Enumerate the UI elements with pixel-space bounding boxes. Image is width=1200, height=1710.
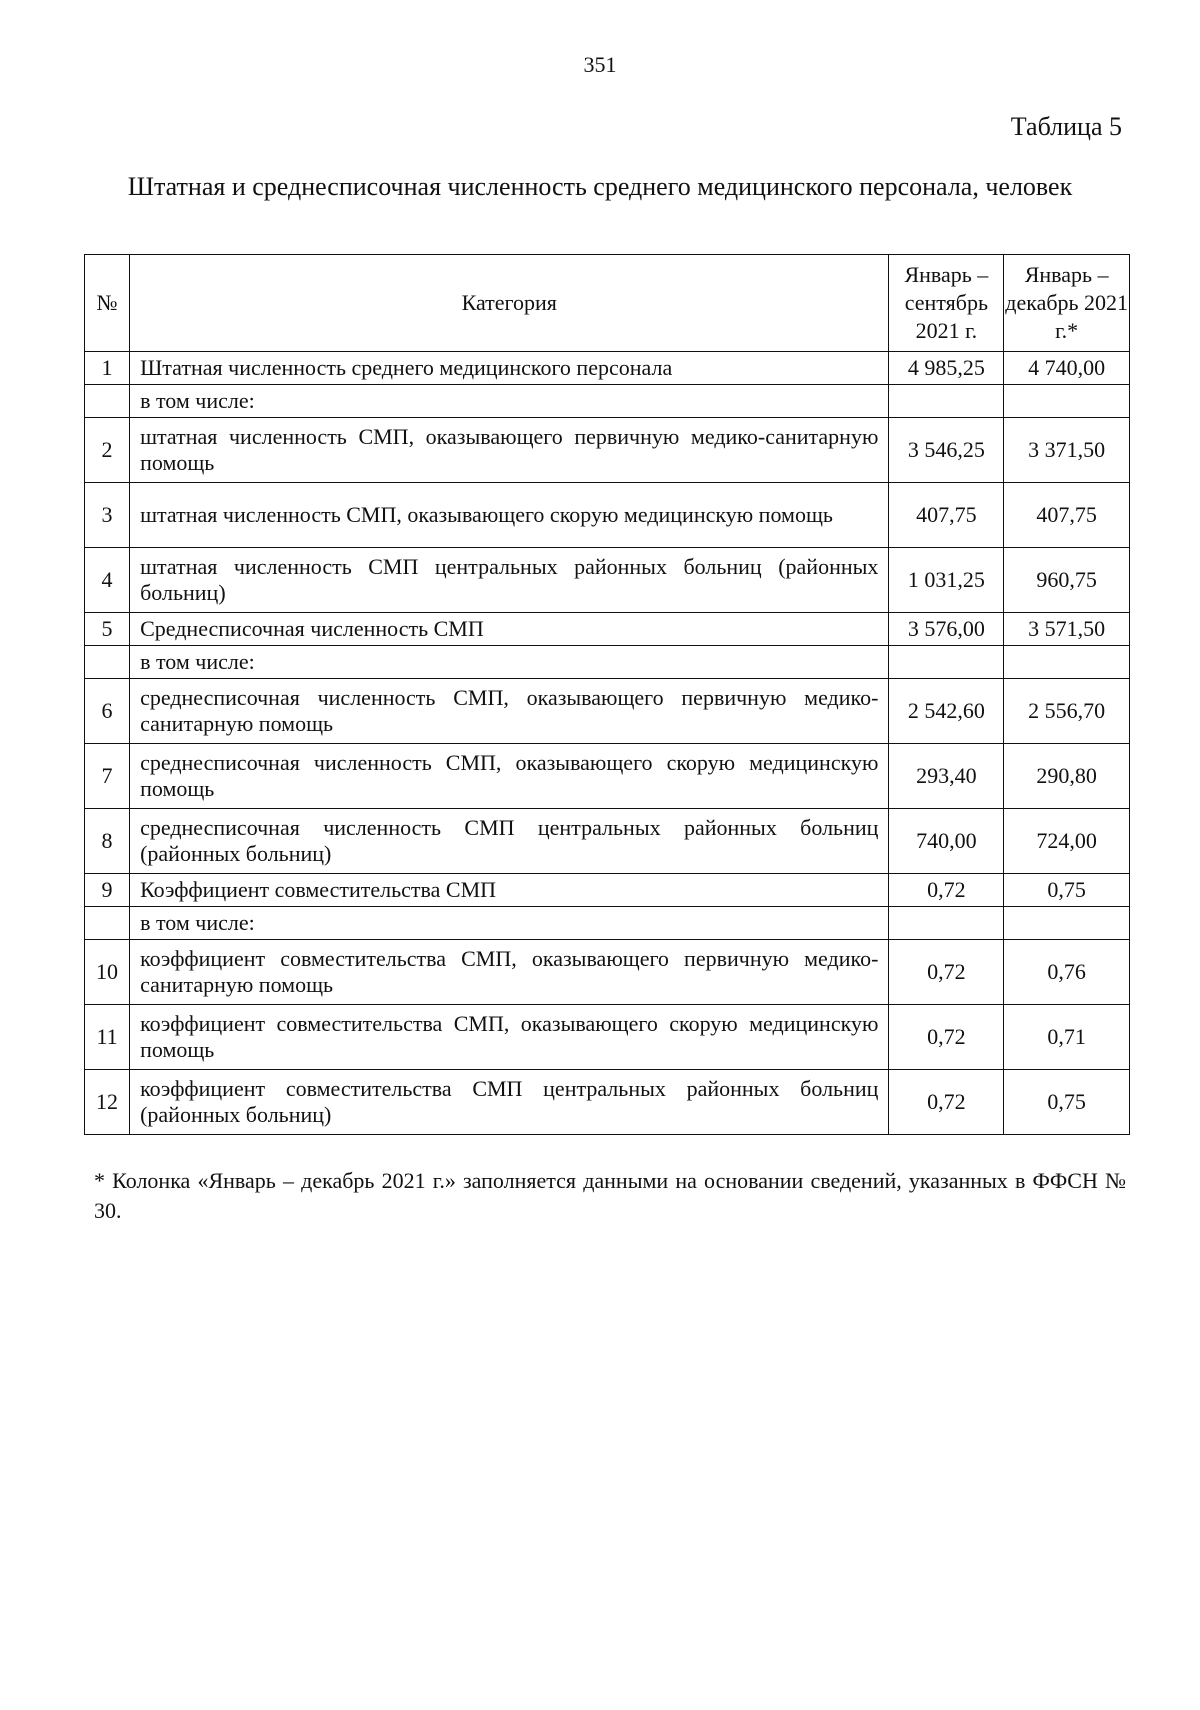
row-category: штатная численность СМП центральных районных больниц (районных больниц) (130, 548, 889, 613)
row-value-jan-sep: 3 546,25 (889, 418, 1004, 483)
row-number: 6 (85, 679, 130, 744)
table-title: Штатная и среднесписочная численность среднего медицинского персонала, человек (127, 172, 1073, 201)
row-value-jan-sep (889, 646, 1004, 679)
row-value-jan-dec: 0,75 (1004, 1070, 1130, 1135)
row-value-jan-sep: 407,75 (889, 483, 1004, 548)
row-number (85, 907, 130, 940)
row-category: коэффициент совместительства СМП центральных районных больниц (районных больниц) (130, 1070, 889, 1135)
header-jan-dec: Январь – декабрь 2021 г.* (1004, 255, 1130, 352)
row-category: Коэффициент совместительства СМП (130, 874, 889, 907)
table-row (85, 744, 1130, 809)
row-value-jan-dec: 0,76 (1004, 940, 1130, 1005)
row-number: 5 (85, 613, 130, 646)
table-row (85, 907, 1130, 940)
row-value-jan-dec: 4 740,00 (1004, 352, 1130, 385)
header-number: № (85, 255, 130, 352)
table-row (85, 679, 1130, 744)
row-value-jan-dec: 724,00 (1004, 809, 1130, 874)
row-value-jan-dec: 290,80 (1004, 744, 1130, 809)
row-category: среднесписочная численность СМП центральных районных больниц (районных больниц) (130, 809, 889, 874)
row-category: в том числе: (130, 385, 889, 418)
row-number: 10 (85, 940, 130, 1005)
row-value-jan-sep: 4 985,25 (889, 352, 1004, 385)
row-value-jan-sep: 740,00 (889, 809, 1004, 874)
row-value-jan-sep: 0,72 (889, 1005, 1004, 1070)
table-row (85, 483, 1130, 548)
row-value-jan-dec (1004, 646, 1130, 679)
row-number: 1 (85, 352, 130, 385)
table-row (85, 1070, 1130, 1135)
row-value-jan-dec: 3 571,50 (1004, 613, 1130, 646)
row-value-jan-sep: 3 576,00 (889, 613, 1004, 646)
table-header-row (85, 255, 1130, 352)
row-category: коэффициент совместительства СМП, оказывающего скорую медицинскую помощь (130, 1005, 889, 1070)
table-row (85, 418, 1130, 483)
header-jan-sep: Январь – сентябрь 2021 г. (889, 255, 1004, 352)
table-row (85, 613, 1130, 646)
table-row (85, 940, 1130, 1005)
row-value-jan-dec: 2 556,70 (1004, 679, 1130, 744)
row-category: Штатная численность среднего медицинского персонала (130, 352, 889, 385)
row-number: 8 (85, 809, 130, 874)
row-category: среднесписочная численность СМП, оказывающего первичную медико-санитарную помощь (130, 679, 889, 744)
table-row (85, 809, 1130, 874)
row-value-jan-dec: 407,75 (1004, 483, 1130, 548)
row-number: 11 (85, 1005, 130, 1070)
table-row (85, 352, 1130, 385)
row-category: среднесписочная численность СМП, оказывающего скорую медицинскую помощь (130, 744, 889, 809)
table-row (85, 385, 1130, 418)
row-value-jan-dec: 0,71 (1004, 1005, 1130, 1070)
row-number (85, 385, 130, 418)
row-category: в том числе: (130, 646, 889, 679)
row-value-jan-dec: 0,75 (1004, 874, 1130, 907)
table-label: Таблица 5 (1010, 112, 1122, 141)
row-value-jan-dec: 3 371,50 (1004, 418, 1130, 483)
staffing-table (84, 254, 1130, 1135)
page-number: 351 (583, 52, 617, 77)
row-value-jan-dec (1004, 907, 1130, 940)
row-value-jan-dec: 960,75 (1004, 548, 1130, 613)
row-number: 4 (85, 548, 130, 613)
row-number (85, 646, 130, 679)
row-value-jan-sep: 0,72 (889, 1070, 1004, 1135)
row-value-jan-sep (889, 907, 1004, 940)
row-value-jan-sep: 0,72 (889, 874, 1004, 907)
row-value-jan-sep: 0,72 (889, 940, 1004, 1005)
row-value-jan-sep (889, 385, 1004, 418)
row-category: коэффициент совместительства СМП, оказывающего первичную медико-санитарную помощь (130, 940, 889, 1005)
row-number: 3 (85, 483, 130, 548)
row-value-jan-sep: 1 031,25 (889, 548, 1004, 613)
table-row (85, 1005, 1130, 1070)
row-number: 7 (85, 744, 130, 809)
row-number: 9 (85, 874, 130, 907)
row-number: 12 (85, 1070, 130, 1135)
table-row (85, 646, 1130, 679)
row-value-jan-sep: 2 542,60 (889, 679, 1004, 744)
row-category: штатная численность СМП, оказывающего первичную медико-санитарную помощь (130, 418, 889, 483)
table-row (85, 874, 1130, 907)
header-category: Категория (130, 255, 889, 352)
row-number: 2 (85, 418, 130, 483)
footnote: * Колонка «Январь – декабрь 2021 г.» заполняется данными на основании сведений, указанных в ФФСН № 30. (94, 1168, 1126, 1223)
row-category: штатная численность СМП, оказывающего скорую медицинскую помощь (130, 483, 889, 548)
row-category: в том числе: (130, 907, 889, 940)
row-category: Среднесписочная численность СМП (130, 613, 889, 646)
row-value-jan-sep: 293,40 (889, 744, 1004, 809)
row-value-jan-dec (1004, 385, 1130, 418)
table-row (85, 548, 1130, 613)
